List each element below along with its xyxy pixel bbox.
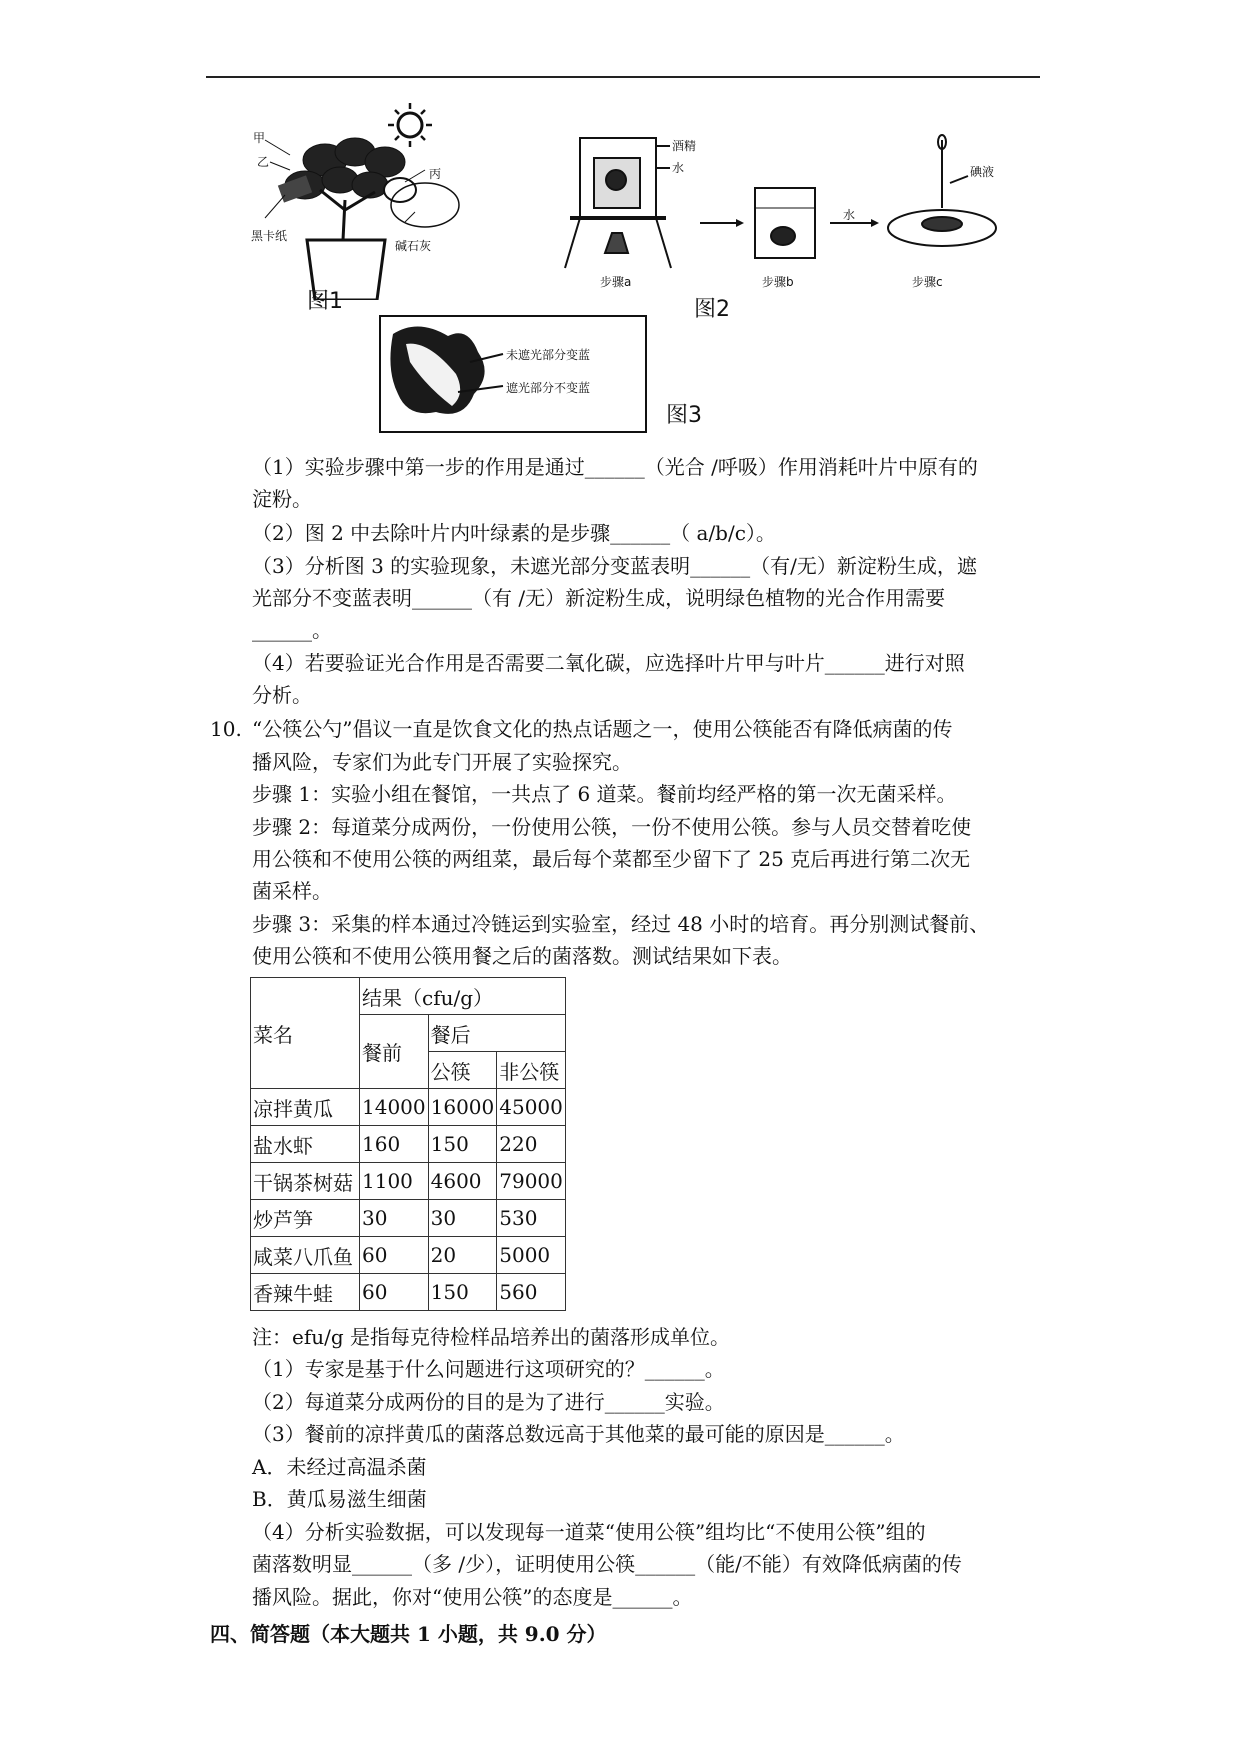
table-cell: 咸菜八爪鱼 (251, 1237, 360, 1274)
table-cell: 炒芦笋 (251, 1200, 360, 1237)
table-cell: 60 (360, 1237, 429, 1274)
table-row (251, 1200, 566, 1237)
q10-note: 注：efu/g 是指每克待检样品培养出的菌落形成单位。 (252, 1325, 731, 1349)
figure-3-label: 图3 (666, 403, 702, 428)
table-header-public: 公筷 (428, 1052, 497, 1089)
q10-intro-line: 播风险，专家们为此专门开展了实验探究。 (252, 750, 632, 774)
arrow-head-icon (871, 219, 879, 227)
table-cell: 20 (428, 1237, 497, 1274)
q10-subquestion: 播风险。据此，你对“使用公筷”的态度是______。 (252, 1585, 693, 1609)
table-cell: 盐水虾 (251, 1126, 360, 1163)
q10-intro-line: “公筷公勺”倡议一直是饮食文化的热点话题之一，使用公筷能否有降低病菌的传 (252, 717, 953, 741)
fig2-label-step-c: 步骤c (912, 275, 943, 289)
q10-option-b: B．黄瓜易滋生细菌 (252, 1487, 427, 1511)
table-cell: 14000 (360, 1089, 429, 1126)
table-cell: 45000 (497, 1089, 566, 1126)
figure-1-plant-illustration (245, 100, 485, 300)
step-b-beaker (755, 188, 815, 258)
step-c-petri-dish (888, 135, 996, 246)
table-cell: 凉拌黄瓜 (251, 1089, 360, 1126)
q9-line: ______。 (252, 618, 332, 642)
q10-option-a: A．未经过高温杀菌 (252, 1455, 427, 1479)
table-header-result: 结果（cfu/g） (360, 978, 566, 1015)
q10-intro-line: 用公筷和不使用公筷的两组菜，最后每个菜都至少留下了 25 克后再进行第二次无 (252, 847, 971, 871)
fig2-label-water-arrow: 水 (843, 208, 856, 222)
table-row (251, 1274, 566, 1311)
fig2-label-alcohol: 酒精 (672, 139, 697, 153)
table-cell: 530 (497, 1200, 566, 1237)
table-cell: 150 (428, 1274, 497, 1311)
q9-line: （4）若要验证光合作用是否需要二氧化碳，应选择叶片甲与叶片______进行对照 (252, 651, 965, 675)
table-cell: 60 (360, 1274, 429, 1311)
q10-intro-line: 使用公筷和不使用公筷用餐之后的菌落数。测试结果如下表。 (252, 944, 792, 968)
table-cell: 香辣牛蛙 (251, 1274, 360, 1311)
table-cell: 30 (428, 1200, 497, 1237)
fig2-label-step-a: 步骤a (600, 275, 632, 289)
q10-subquestion: 菌落数明显______（多 /少），证明使用公筷______（能/不能）有效降低病菌的传 (252, 1552, 962, 1576)
table-header-after: 餐后 (428, 1015, 566, 1052)
q10-intro-line: 步骤 2：每道菜分成两份，一份使用公筷，一份不使用公筷。参与人员交替着吃使 (252, 815, 972, 839)
table-header-nonpublic: 非公筷 (497, 1052, 566, 1089)
q10-intro-line: 步骤 3：采集的样本通过冷链运到实验室，经过 48 小时的培育。再分别测试餐前、 (252, 912, 990, 936)
q10-subquestion: （3）餐前的凉拌黄瓜的菌落总数远高于其他菜的最可能的原因是______。 (252, 1422, 905, 1446)
section-4-heading: 四、简答题（本大题共 1 小题，共 9.0 分） (210, 1622, 607, 1646)
results-table (250, 977, 566, 1311)
table-cell: 5000 (497, 1237, 566, 1274)
q9-line: （2）图 2 中去除叶片内叶绿素的是步骤______（ a/b/c）。 (252, 521, 776, 545)
header-rule (206, 76, 1040, 78)
q9-line: （3）分析图 3 的实验现象，未遮光部分变蓝表明______（有/无）新淀粉生成，遮 (252, 554, 977, 578)
q10-subquestion: （2）每道菜分成两份的目的是为了进行______实验。 (252, 1390, 725, 1414)
q10-intro-line: 步骤 1：实验小组在餐馆，一共点了 6 道菜。餐前均经严格的第一次无菌采样。 (252, 782, 957, 806)
fig1-label-black-paper: 黑卡纸 (251, 229, 288, 243)
table-row (251, 1126, 566, 1163)
fig1-label-yi: 乙 (257, 155, 270, 169)
fig1-label-soda-lime: 碱石灰 (395, 239, 432, 253)
q10-subquestion: （1）专家是基于什么问题进行这项研究的？______。 (252, 1357, 725, 1381)
sun-icon (388, 103, 432, 147)
table-cell: 560 (497, 1274, 566, 1311)
fig2-label-water: 水 (672, 161, 685, 175)
fig3-label-unshaded: 未遮光部分变蓝 (506, 348, 591, 362)
fig1-label-jia: 甲 (253, 131, 266, 145)
table-row (251, 1089, 566, 1126)
q10-number: 10. (210, 717, 242, 741)
figure-3-leaf-result-illustration (378, 314, 648, 436)
q9-line: （1）实验步骤中第一步的作用是通过______（光合 /呼吸）作用消耗叶片中原有的 (252, 455, 978, 479)
fig1-label-bing: 丙 (429, 167, 442, 181)
table-header-dish: 菜名 (251, 978, 360, 1089)
arrow-head-icon (736, 219, 744, 227)
table-cell: 220 (497, 1126, 566, 1163)
figure-1-label: 图1 (307, 289, 343, 314)
q10-intro-line: 菌采样。 (252, 879, 332, 903)
q10-subquestion: （4）分析实验数据，可以发现每一道菜“使用公筷”组均比“不使用公筷”组的 (252, 1520, 926, 1544)
table-cell: 79000 (497, 1163, 566, 1200)
table-cell: 4600 (428, 1163, 497, 1200)
table-cell: 干锅茶树菇 (251, 1163, 360, 1200)
table-cell: 160 (360, 1126, 429, 1163)
fig2-label-iodine: 碘液 (970, 165, 995, 179)
figure-2-steps-illustration (550, 128, 1010, 293)
q9-line: 分析。 (252, 683, 312, 707)
table-row (251, 1237, 566, 1274)
table-cell: 150 (428, 1126, 497, 1163)
fig2-label-step-b: 步骤b (762, 275, 794, 289)
table-cell: 30 (360, 1200, 429, 1237)
fig3-label-shaded: 遮光部分不变蓝 (506, 381, 591, 395)
table-cell: 16000 (428, 1089, 497, 1126)
q9-line: 光部分不变蓝表明______（有 /无）新淀粉生成，说明绿色植物的光合作用需要 (252, 586, 946, 610)
table-row (251, 1163, 566, 1200)
step-a-apparatus (565, 138, 671, 268)
table-header-before: 餐前 (360, 1015, 429, 1089)
table-cell: 1100 (360, 1163, 429, 1200)
q9-line: 淀粉。 (252, 487, 312, 511)
figure-2-label: 图2 (694, 297, 730, 322)
